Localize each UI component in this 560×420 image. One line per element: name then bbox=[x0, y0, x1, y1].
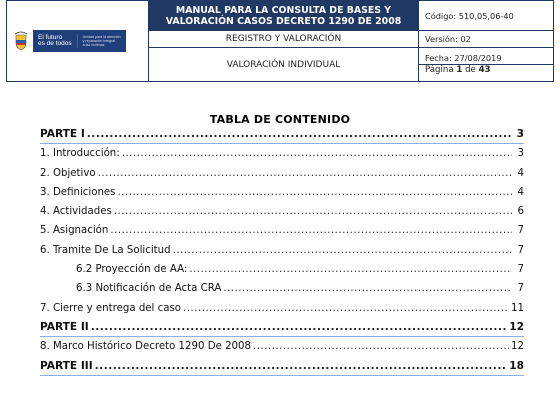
toc-entry[interactable]: 8. Marco Histórico Decreto 1290 De 2008 ..... 12 bbox=[40, 337, 524, 356]
toc-entry[interactable]: 1. Introducción: ..... 3 bbox=[40, 144, 524, 163]
subprocess-name: VALORACIÓN INDIVIDUAL bbox=[149, 48, 419, 82]
toc-subentry[interactable]: 6.3 Notificación de Acta CRA ..... 7 bbox=[40, 279, 524, 298]
logo-badge bbox=[33, 30, 126, 52]
toc-entry[interactable]: 4. Actividades ..... 6 bbox=[40, 202, 524, 221]
document-header bbox=[6, 0, 554, 82]
logo-separator bbox=[77, 34, 78, 48]
process-name: REGISTRO Y VALORACIÓN bbox=[149, 31, 419, 48]
toc-entry[interactable]: PARTE I ..... 3 bbox=[40, 125, 524, 144]
toc-subentry[interactable]: 6.2 Proyección de AA: ..... 7 bbox=[40, 260, 524, 279]
toc-entry[interactable]: 3. Definiciones ..... 4 bbox=[40, 183, 524, 202]
logo-text: El futuro es de todos bbox=[38, 33, 72, 47]
toc-entry[interactable]: PARTE III ..... 18 bbox=[40, 357, 524, 376]
toc-entry[interactable]: 6. Tramite De La Solicitud ..... 7 bbox=[40, 241, 524, 260]
toc-entry[interactable]: 7. Cierre y entrega del caso ..... 11 bbox=[40, 299, 524, 318]
page-indicator: Página 1 de 43 bbox=[419, 64, 553, 75]
document-title: MANUAL PARA LA CONSULTA DE BASES Y VALORACIÓN CASOS DECRETO 1290 DE 2008 bbox=[149, 1, 419, 31]
table-of-contents bbox=[40, 125, 524, 376]
document-version: Versión: 02 bbox=[419, 31, 554, 48]
logo-cell bbox=[7, 1, 149, 82]
institution-logo bbox=[13, 30, 142, 52]
toc-title: TABLA DE CONTENIDO bbox=[209, 113, 351, 126]
date-page-cell bbox=[419, 48, 554, 82]
toc-entry[interactable]: 5. Asignación ..... 7 bbox=[40, 221, 524, 240]
document-code: Código: 510,05,06-40 bbox=[419, 1, 554, 31]
coat-of-arms-icon bbox=[13, 31, 29, 51]
toc-entry[interactable]: 2. Objetivo ..... 4 bbox=[40, 164, 524, 183]
toc-entry[interactable]: PARTE II ..... 12 bbox=[40, 318, 524, 337]
logo-subtext: Unidad para la atención y reparación integral a las víctimas bbox=[82, 34, 121, 48]
document-date: Fecha: 27/08/2019 bbox=[425, 53, 502, 64]
